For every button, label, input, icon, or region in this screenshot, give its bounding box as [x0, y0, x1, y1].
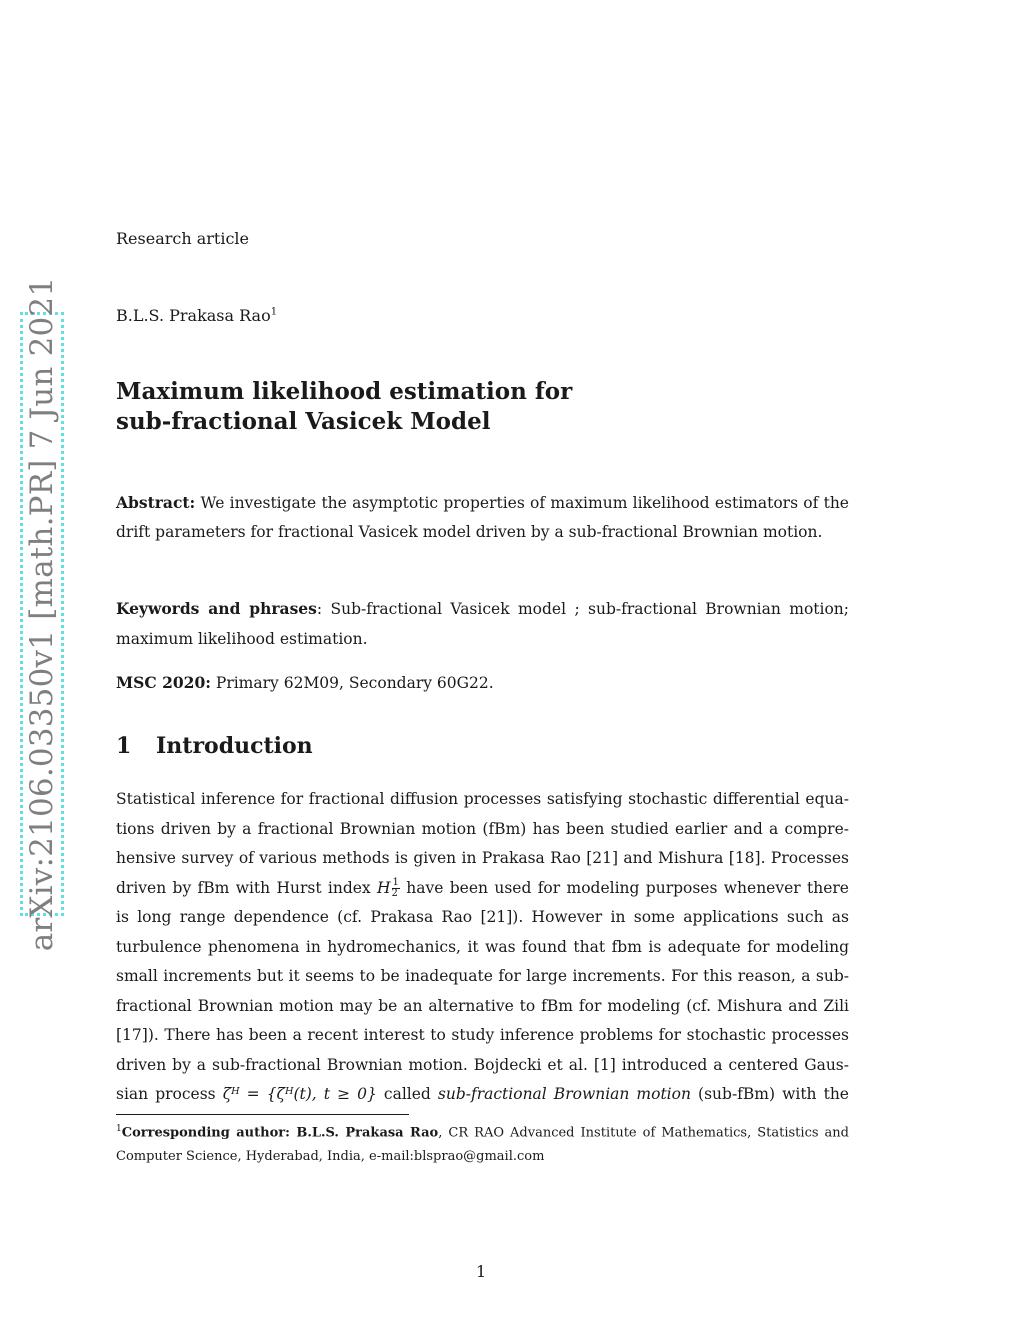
keywords — [116, 594, 849, 654]
intro-line: driven by a sub-fractional Brownian motion. Bojdecki et al. [1] introduced a centered Gaus- — [116, 1055, 849, 1074]
intro-line: turbulence phenomena in hydromechanics, it was found that fbm is adequate for modeling — [116, 937, 849, 956]
abstract-label: Abstract: — [116, 493, 196, 512]
intro-line: Statistical inference for fractional diffusion processes satisfying stochastic differential equa- — [116, 790, 849, 808]
intro-line: small increments but it seems to be inadequate for large increments. For this reason, a sub- — [116, 967, 849, 985]
footnote-marker: 1 — [116, 1124, 122, 1134]
msc-text: Primary 62M09, Secondary 60G22. — [215, 674, 494, 692]
introduction-paragraph — [116, 785, 849, 1110]
intro-line — [116, 1080, 849, 1110]
section-number: 1 — [116, 733, 132, 759]
intro-text: have been used for modeling purposes whenever there — [406, 878, 849, 897]
footnote-text: , CR RAO Advanced Institute of Mathematics, Statistics and Computer Science, Hyderabad, India, e-mail:blsprao@gmail.com — [116, 1125, 849, 1165]
abstract — [116, 488, 849, 547]
section-heading-introduction — [116, 733, 313, 759]
intro-line: fractional Brownian motion may be an alternative to fBm for modeling (cf. Mishura and Zili — [116, 996, 849, 1015]
math-fraction — [392, 878, 400, 899]
abstract-text: We investigate the asymptotic properties of maximum likelihood estimators of the drift parameters for fractional Vasicek model driven by a sub-fractional Brownian motion. — [116, 494, 849, 541]
keywords-text: : Sub-fractional Vasicek model ; sub-fractional Brownian motion; maximum likelihood estimation. — [116, 600, 849, 648]
intro-text: called — [383, 1085, 431, 1103]
fraction-denominator: 2 — [391, 888, 398, 899]
intro-line: is long range dependence (cf. Prakasa Rao [21]). However in some applications such as — [116, 908, 849, 926]
intro-text: (sub-fBm) with the — [698, 1085, 849, 1103]
math-hurst-index: H — [377, 878, 391, 897]
intro-line: [17]). There has been a recent interest to study inference problems for stochastic processes — [116, 1026, 849, 1044]
intro-line: hensive survey of various methods is given in Prakasa Rao [21] and Mishura [18]. Processes — [116, 849, 849, 867]
footnote — [116, 1117, 849, 1169]
footnote-label: Corresponding author: B.L.S. Prakasa Rao — [121, 1125, 439, 1141]
title-line-1: Maximum likelihood estimation for — [116, 378, 573, 405]
arxiv-identifier[interactable]: arXiv:2106.03350v1 [math.PR] 7 Jun 2021 — [24, 276, 60, 952]
article-type: Research article — [116, 229, 250, 248]
title-line-2: sub-fractional Vasicek Model — [116, 408, 491, 435]
affiliation-marker: 1 — [270, 306, 278, 318]
intro-text: driven by fBm with Hurst index — [116, 878, 371, 897]
fraction-numerator: 1 — [392, 877, 399, 888]
msc-classification — [116, 673, 494, 692]
page-number: 1 — [476, 1262, 487, 1281]
footnote-divider — [116, 1114, 409, 1115]
section-title: Introduction — [156, 733, 313, 759]
intro-line: tions driven by a fractional Brownian motion (fBm) has been studied earlier and a compre- — [116, 819, 849, 838]
keywords-label: Keywords and phrases — [116, 599, 317, 618]
msc-label: MSC 2020: — [116, 673, 211, 692]
intro-text: sian process — [116, 1085, 216, 1103]
paper-title — [116, 377, 816, 437]
math-process-definition: ζᴴ = {ζᴴ(t), t ≥ 0} — [222, 1085, 377, 1103]
author-name: B.L.S. Prakasa Rao — [116, 306, 271, 325]
author-line — [116, 306, 277, 325]
intro-line — [116, 874, 849, 904]
emphasis-term: sub-fractional Brownian motion — [437, 1085, 691, 1103]
